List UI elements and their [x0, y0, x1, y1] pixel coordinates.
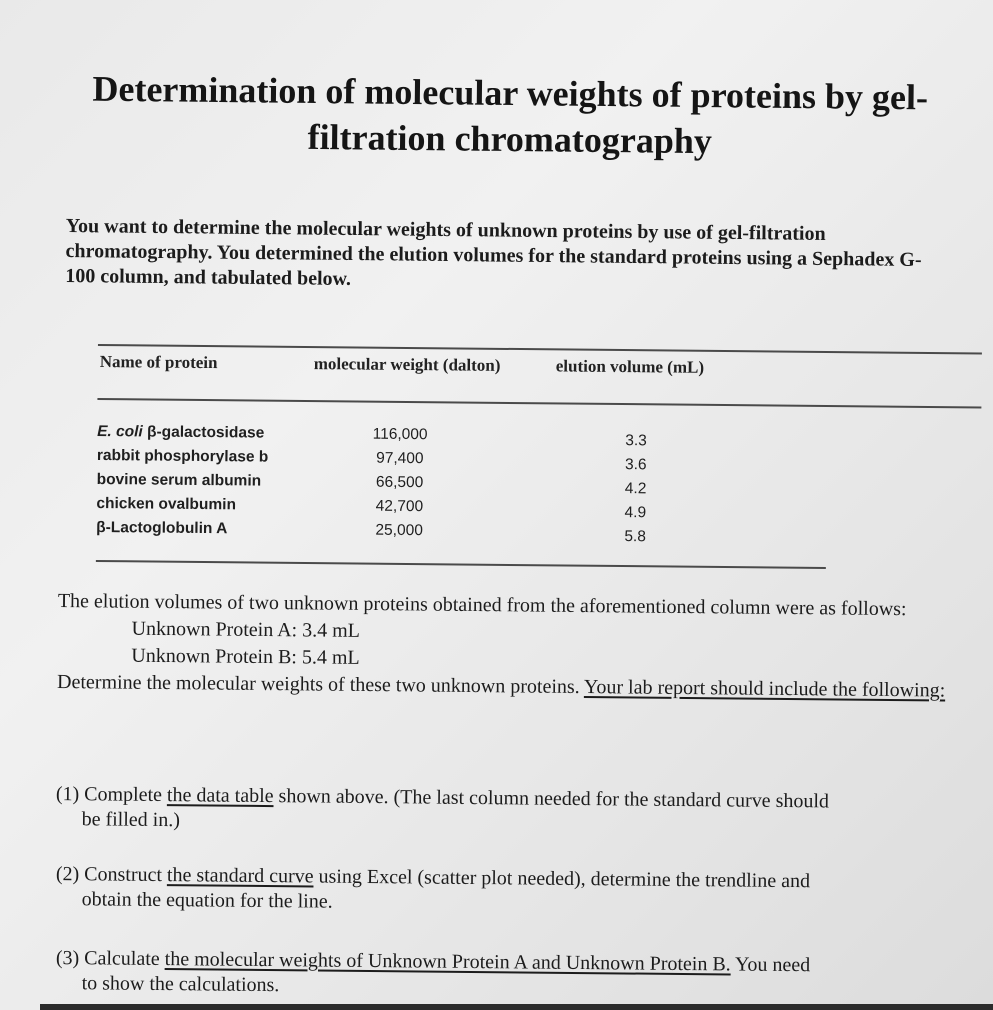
report-requirement: Your lab report should include the following: — [583, 676, 946, 702]
protein-name-rest: β-galactosidase — [147, 423, 265, 442]
screen-bezel-edge — [40, 1004, 993, 1010]
task-suffix: using Excel (scatter plot needed), determine the trendline and — [313, 865, 811, 893]
task-underlined: the data table — [166, 784, 274, 808]
task-continuation: be filled in.) — [81, 808, 181, 832]
header-molecular-weight: molecular weight (dalton) — [313, 354, 501, 375]
standard-proteins-table — [96, 340, 984, 578]
elution-volume-value: 4.2 — [624, 480, 647, 498]
molecular-weight-value: 116,000 — [372, 425, 428, 444]
header-name: Name of protein — [99, 352, 218, 373]
molecular-weight-value: 25,000 — [375, 521, 423, 540]
elution-volume-value: 3.6 — [624, 456, 647, 474]
molecular-weight-value: 42,700 — [375, 497, 424, 516]
elution-volume-value: 3.3 — [625, 432, 647, 450]
task-suffix: You need — [730, 953, 811, 977]
title-line-2: filtration chromatography — [307, 116, 713, 162]
header-elution-volume: elution volume (mL) — [555, 356, 705, 377]
task-underlined: the molecular weights of Unknown Protein A and Unknown Protein B. — [164, 948, 731, 976]
protein-name: chicken ovalbumin — [96, 494, 237, 514]
task-1 — [56, 782, 976, 841]
title-line-1: Determination of molecular weights of proteins by gel- — [92, 68, 929, 118]
molecular-weight-value: 66,500 — [375, 473, 424, 492]
molecular-weight-column — [364, 423, 435, 544]
species-name: E. coli — [97, 422, 143, 441]
protein-name: rabbit phosphorylase b — [96, 446, 269, 466]
task-prefix: (1) Complete — [55, 782, 168, 807]
elution-volume-value: 5.8 — [624, 528, 646, 546]
table-bottom-rule — [96, 560, 826, 569]
molecular-weight-value: 97,400 — [376, 449, 424, 468]
task-prefix: (2) Construct — [55, 862, 168, 887]
elution-volume-value: 4.9 — [624, 504, 647, 522]
unknown-protein-a: Unknown Protein A: 3.4 mL — [131, 617, 361, 642]
task-continuation: to show the calculations. — [81, 972, 280, 997]
determine-text: Determine the molecular weights of these two unknown proteins. — [56, 670, 585, 699]
table-top-rule — [98, 344, 982, 354]
task-underlined: the standard curve — [166, 864, 314, 888]
protein-name-column — [96, 420, 269, 542]
protein-name: β-Lactoglobulin A — [96, 518, 228, 538]
elution-volume-column — [620, 429, 651, 549]
unknowns-section — [57, 588, 978, 705]
table-header-rule — [97, 398, 981, 408]
protein-name — [97, 420, 269, 446]
page-title — [60, 65, 961, 166]
intro-paragraph: You want to determine the molecular weights of unknown proteins by use of gel-filtration chromatography. You determined the elution volumes for the standard proteins using a Sephadex G-100 column, and tabulated below. — [65, 214, 922, 290]
task-prefix: (3) Calculate — [55, 946, 165, 971]
task-suffix: shown above. (The last column needed for the standard curve should — [273, 785, 830, 813]
unknowns-lead: The elution volumes of two unknown proteins obtained from the aforementioned column were as follows: — [57, 589, 907, 621]
unknown-protein-b: Unknown Protein B: 5.4 mL — [131, 644, 360, 669]
protein-name: bovine serum albumin — [96, 470, 262, 490]
task-continuation: obtain the equation for the line. — [81, 888, 333, 913]
task-3 — [56, 946, 976, 1005]
task-2 — [56, 862, 976, 921]
